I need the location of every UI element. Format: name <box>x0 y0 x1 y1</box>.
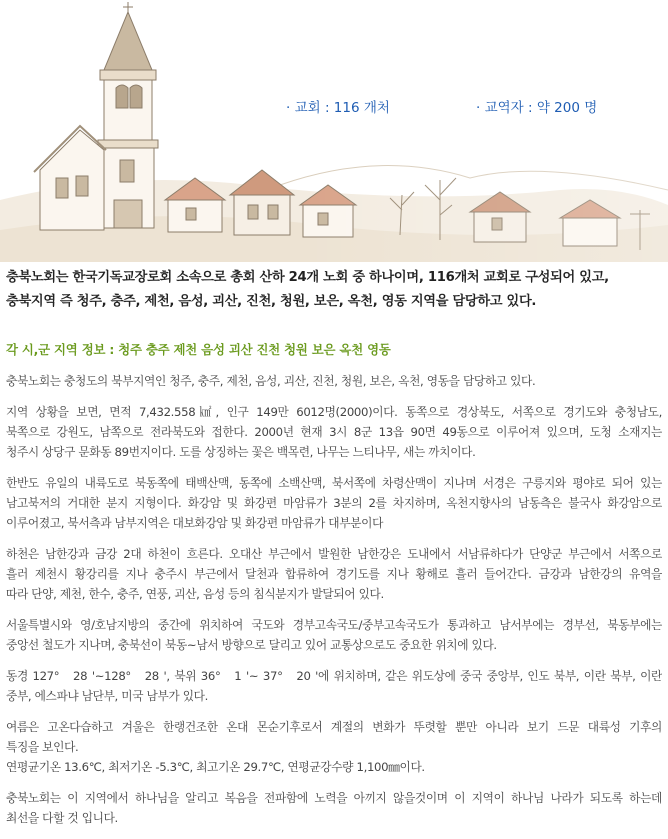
paragraph-line: 여름은 고온다습하고 겨울은 한랭건조한 온대 몬순기후로서 계절의 변화가 뚜렷할 뿐만 아니라 보기 드문 대륙성 기후의 <box>6 720 662 734</box>
chapel <box>34 126 106 230</box>
paragraph-line: 동경 127° 28 '~128° 28 ', 북위 36° 1 '~ 37° 20 '에 위치하며, 같은 위도상에 중국 중앙부, 인도 북부, 이란 북부, 이란 <box>6 669 662 683</box>
paragraph-line: 연평균기온 13.6℃, 최저기온 -5.3℃, 최고기온 29.7℃, 연평균강수량 1,100㎜이다. <box>6 760 425 774</box>
paragraph-line: 충북노회는 충청도의 북부지역인 청주, 충주, 제천, 음성, 괴산, 진천, 청원, 보은, 옥천, 영동을 담당하고 있다. <box>6 374 536 388</box>
paragraph-line: 북쪽으로 강원도, 남쪽으로 전라북도와 접한다. 2000년 현재 3시 8군 13읍 90면 49동으로 이루어져 있으며, 도청 소재지는 <box>6 425 662 439</box>
paragraph-line: 남고북저의 거대한 분지 지형이다. 화강암 및 화강편 마암류가 3분의 2를 차지하며, 옥천지향사의 남동측은 불국사 화강암으로 <box>6 496 662 510</box>
intro-summary <box>6 266 662 314</box>
minister-count: · 교역자 : 약 200 명 <box>476 100 598 116</box>
church-count: · 교회 : 116 개처 <box>286 100 390 116</box>
paragraph-line: 흘러 제천시 황강리를 지나 충주시 부근에서 달천과 합류하여 경기도를 지나 황해로 흘러 들어간다. 금강과 남한강의 유역을 <box>6 567 662 581</box>
section-title: 각 시,군 지역 정보 : 청주 충주 제천 음성 괴산 진천 청원 보은 옥천 영동 <box>6 342 391 357</box>
intro-line-2: 충북지역 즉 청주, 충주, 제천, 음성, 괴산, 진천, 청원, 보은, 옥천, 영동 지역을 담당하고 있다. <box>6 294 537 309</box>
info-paragraph <box>6 473 662 533</box>
church-town-sketch <box>0 0 668 262</box>
paragraph-line: 중앙선 철도가 지나며, 충북선이 북동~남서 방향으로 달리고 있어 교통상으로도 중요한 위치에 있다. <box>6 638 497 652</box>
header-illustration <box>0 0 668 262</box>
intro-line-1: 충북노회는 한국기독교장로회 소속으로 총회 산하 24개 노회 중 하나이며, 116개처 교회로 구성되어 있고, <box>6 270 609 285</box>
info-paragraph <box>6 402 662 462</box>
stats-bar <box>0 96 668 116</box>
info-paragraph <box>6 371 662 391</box>
paragraph-line: 최선을 다할 것 입니다. <box>6 811 118 825</box>
paragraph-line: 하천은 남한강과 금강 2대 하천이 흐른다. 오대산 부근에서 발원한 남한강은 도내에서 서남류하다가 단양군 부근에서 서쪽으로 <box>6 547 662 561</box>
paragraph-line: 따라 단양, 제천, 한수, 충주, 연풍, 괴산, 음성 등의 침식분지가 발달되어 있다. <box>6 587 384 601</box>
paragraph-line: 청주시 상당구 문화동 89번지이다. 도를 상징하는 꽃은 백목련, 나무는 느티나무, 새는 까치이다. <box>6 445 476 459</box>
info-paragraph <box>6 544 662 604</box>
paragraph-line: 한반도 유일의 내륙도로 북동쪽에 태백산맥, 동쪽에 소백산맥, 북서쪽에 차령산맥이 지나며 서경은 구릉지와 평야로 되어 있는 <box>6 476 662 490</box>
info-paragraph <box>6 717 662 777</box>
info-paragraph <box>6 615 662 655</box>
region-info-body <box>6 371 662 839</box>
paragraph-line: 충북노회는 이 지역에서 하나님을 알리고 복음을 전파함에 노력을 아끼지 않을것이며 이 지역이 하나님 나라가 되도록 하는데 <box>6 791 662 805</box>
info-paragraph <box>6 788 662 828</box>
paragraph-line: 중부, 에스파냐 남단부, 미국 남부가 있다. <box>6 689 208 703</box>
paragraph-line: 이루어졌고, 북서측과 남부지역은 대보화강암 및 화강편 마암류가 대부분이다 <box>6 516 384 530</box>
paragraph-line: 서울특별시와 영/호남지방의 중간에 위치하여 국도와 경부고속국도/중부고속국도가 통과하고 남서부에는 경부선, 북동부에는 <box>6 618 662 632</box>
paragraph-line: 지역 상황을 보면, 면적 7,432.558㎢, 인구 149만 6012명(2000)이다. 동쪽으로 경상북도, 서쪽으로 경기도와 충청남도, <box>6 405 662 419</box>
info-paragraph <box>6 666 662 706</box>
paragraph-line: 특징을 보인다. <box>6 740 79 754</box>
